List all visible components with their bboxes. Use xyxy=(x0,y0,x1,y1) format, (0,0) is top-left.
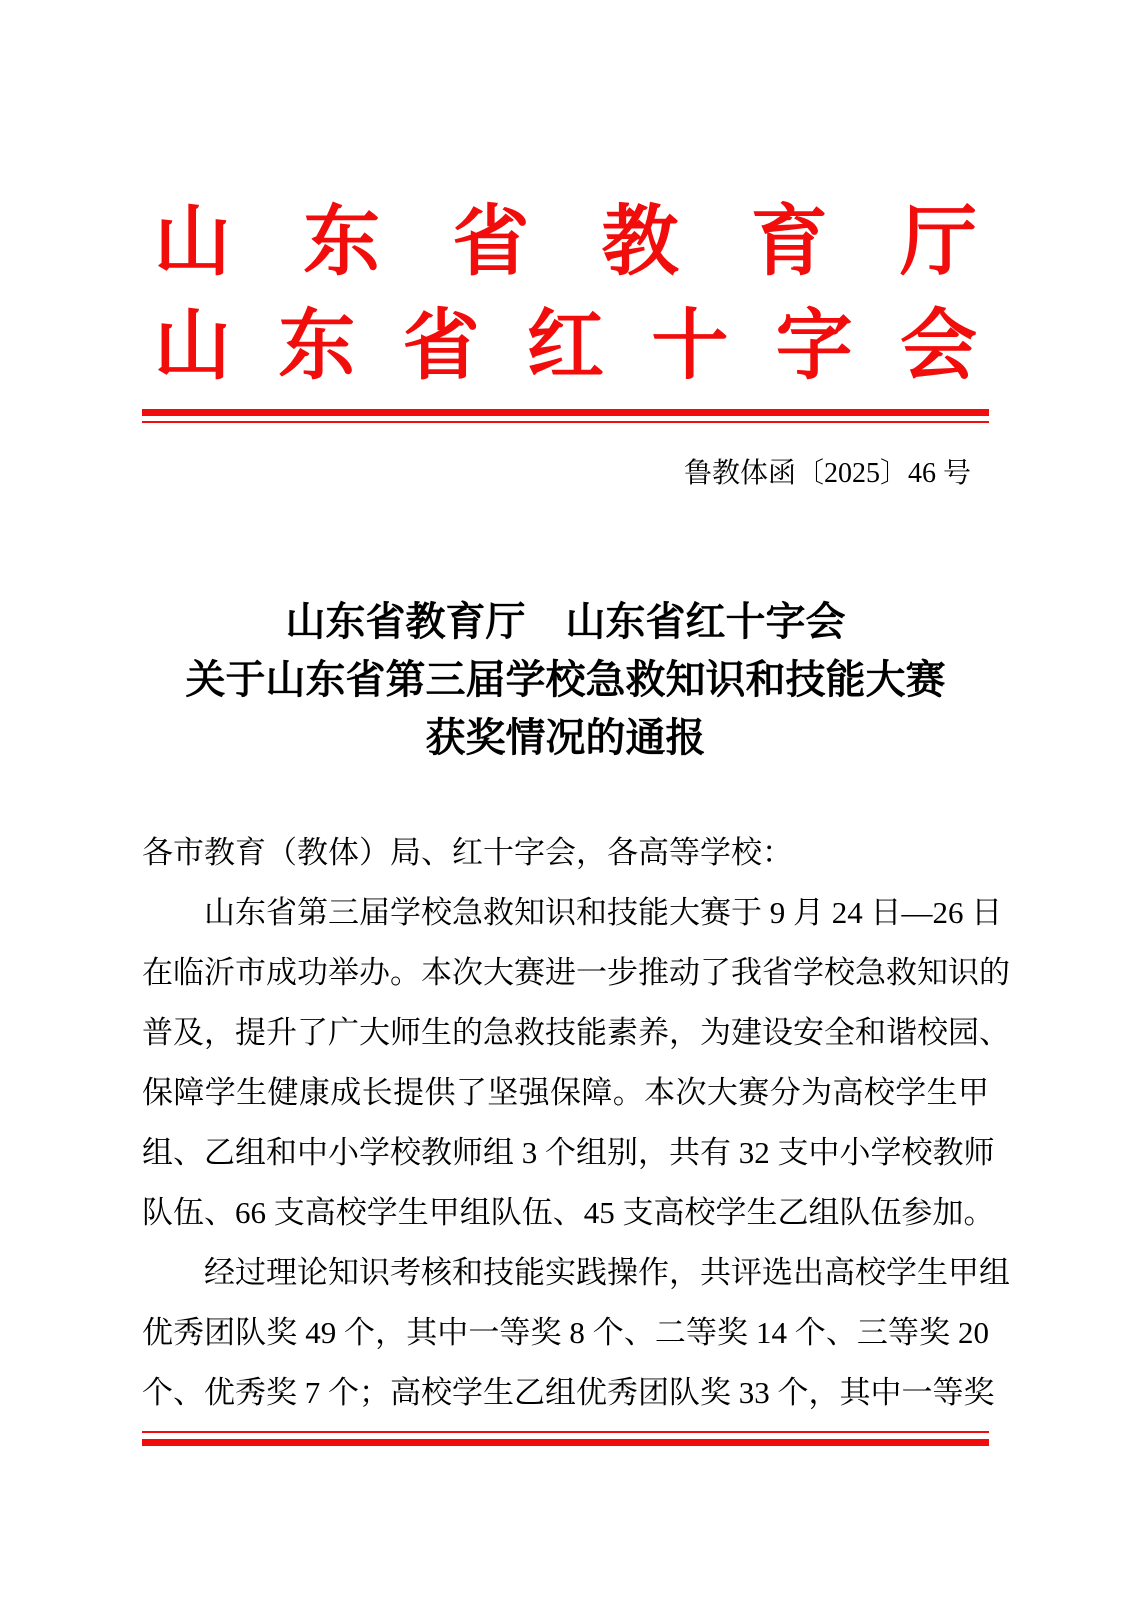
letterhead-char: 省 xyxy=(402,303,480,389)
body-line: 经过理论知识考核和技能实践操作，共评选出高校学生甲组 xyxy=(204,1255,1010,1290)
body-line: 在临沂市成功举办。本次大赛进一步推动了我省学校急救知识的 xyxy=(142,955,1010,990)
letterhead-char: 育 xyxy=(750,199,828,285)
letterhead-char: 厅 xyxy=(899,199,977,285)
letterhead-char: 省 xyxy=(452,199,530,285)
footer-rule-thick xyxy=(142,1439,989,1446)
letterhead-char: 会 xyxy=(899,303,977,389)
document-title xyxy=(142,593,989,767)
letterhead-char: 山 xyxy=(154,199,231,285)
footer-rule-thin xyxy=(142,1431,989,1433)
document-number: 鲁教体函〔2025〕46 号 xyxy=(683,458,971,489)
body-line: 队伍、66 支高校学生甲组队伍、45 支高校学生乙组队伍参加。 xyxy=(142,1195,995,1230)
body-line: 各市教育（教体）局、红十字会，各高等学校： xyxy=(142,835,793,870)
letterhead-char: 字 xyxy=(775,303,853,389)
letterhead-char: 东 xyxy=(278,303,356,389)
body-line: 山东省第三届学校急救知识和技能大赛于 9 月 24 日—26 日 xyxy=(204,895,1003,930)
body-line: 保障学生健康成长提供了坚强保障。本次大赛分为高校学生甲 xyxy=(142,1075,989,1110)
letterhead-agency-2 xyxy=(142,294,989,398)
document-body xyxy=(142,823,1010,1423)
letterhead xyxy=(142,0,989,423)
title-line-3: 获奖情况的通报 xyxy=(425,715,706,760)
letterhead-char: 东 xyxy=(303,199,381,285)
body-line: 组、乙组和中小学校教师组 3 个组别，共有 32 支中小学校教师 xyxy=(142,1135,995,1170)
letterhead-agency-1 xyxy=(142,190,989,294)
title-line-2: 关于山东省第三届学校急救知识和技能大赛 xyxy=(185,657,946,702)
letterhead-char: 红 xyxy=(526,303,604,389)
body-line: 普及，提升了广大师生的急救技能素养，为建设安全和谐校园、 xyxy=(142,1015,1010,1050)
footer-separator xyxy=(142,1431,989,1446)
header-rule-thin xyxy=(142,421,989,423)
header-rule-thick xyxy=(142,409,989,416)
header-separator xyxy=(142,409,989,423)
letterhead-char: 十 xyxy=(651,303,729,389)
title-line-1: 山东省教育厅 山东省红十字会 xyxy=(285,599,846,644)
body-line: 优秀团队奖 49 个，其中一等奖 8 个、二等奖 14 个、三等奖 20 xyxy=(142,1315,989,1350)
body-line: 个、优秀奖 7 个；高校学生乙组优秀团队奖 33 个，其中一等奖 xyxy=(142,1375,995,1410)
letterhead-char: 山 xyxy=(154,303,231,389)
letterhead-char: 教 xyxy=(601,199,679,285)
